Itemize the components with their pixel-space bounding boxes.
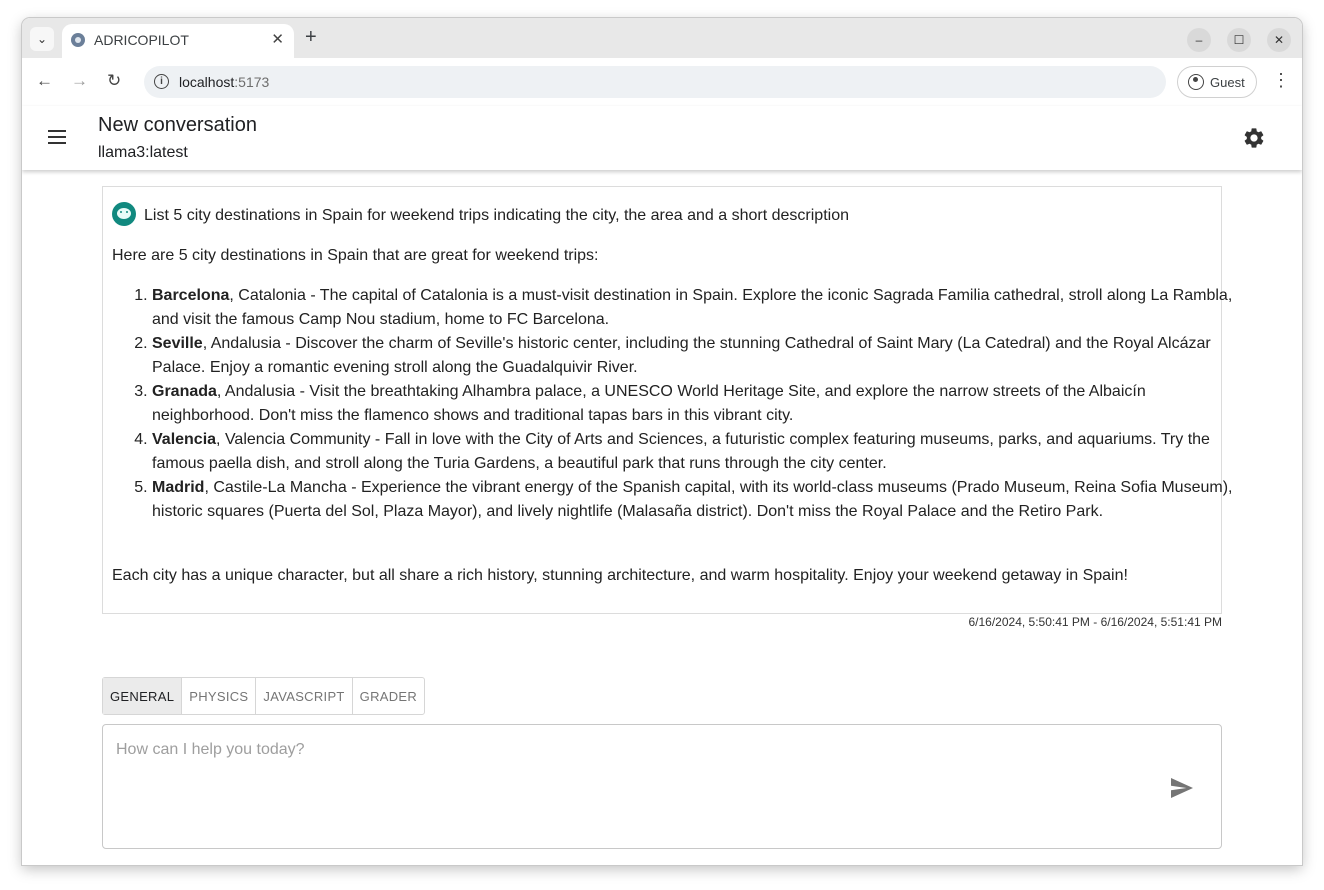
send-icon[interactable] [1169,777,1195,799]
hamburger-menu-icon[interactable] [48,130,66,144]
city-name: Madrid [152,479,205,496]
list-item [152,380,1252,428]
city-description: , Catalonia - The capital of Catalonia is a must-visit destination in Spain. Explore the iconic Sagrada Familia cathedral, stroll along La Rambla, and visit the famous Camp Nou stadium, home to FC Barcelona. [152,287,1233,328]
city-description: , Andalusia - Discover the charm of Seville's historic center, including the stunning Cathedral of Saint Mary (La Catedral) and the Royal Alcázar Palace. Enjoy a romantic evening stroll along the Guadalquivir River. [152,335,1211,376]
arrow-right-icon[interactable]: → [71,71,88,90]
model-name: llama3:latest [98,144,188,161]
list-item [152,332,1252,380]
tab-general[interactable]: GENERAL [103,678,182,714]
tab-javascript[interactable]: JAVASCRIPT [256,678,352,714]
gear-icon[interactable] [1242,126,1266,150]
kebab-menu-icon[interactable]: ⋮ [1272,70,1290,90]
url-text [179,74,269,90]
tab-strip [22,18,1302,58]
profile-button[interactable] [1177,66,1257,98]
url-port: :5173 [234,74,270,90]
maximize-icon[interactable]: ☐ [1227,28,1251,52]
browser-toolbar [22,58,1302,107]
plus-icon[interactable]: + [305,26,317,48]
city-name: Valencia [152,431,217,448]
city-name: Granada [152,383,217,400]
user-prompt: List 5 city destinations in Spain for weekend trips indicating the city, the area and a short description [144,207,849,224]
minimize-icon[interactable]: – [1187,28,1211,52]
info-icon[interactable]: i [154,74,169,89]
answer-intro: Here are 5 city destinations in Spain that are great for weekend trips: [112,247,599,264]
browser-tab[interactable] [62,24,294,58]
guest-account-icon [1188,74,1204,90]
adricopilot-favicon [71,33,85,47]
reload-icon[interactable]: ↻ [107,71,122,90]
list-item [152,284,1252,332]
chat-input[interactable] [116,741,1146,831]
profile-label: Guest [1210,74,1245,90]
chat-input-box [102,724,1222,849]
city-description: , Castile-La Mancha - Experience the vibrant energy of the Spanish capital, with its world-class museums (Prado Museum, Reina Sofia Museum), historic squares (Puerta del Sol, Plaza Mayor), and lively nightlife (Malasaña district). Don't miss the Royal Palace and the Retiro Park. [152,479,1233,520]
tab-physics[interactable]: PHYSICS [182,678,256,714]
tab-title: ADRICOPILOT [94,32,189,48]
tab-grader[interactable]: GRADER [359,688,418,704]
url-host: localhost [179,74,235,90]
address-bar[interactable] [144,66,1166,98]
city-description: , Andalusia - Visit the breathtaking Alhambra palace, a UNESCO World Heritage Site, and explore the narrow streets of the Albaicín neighborhood. Don't miss the flamenco shows and traditional tapas bars in this vibrant city. [152,383,1146,424]
message-timestamp: 6/16/2024, 5:50:41 PM - 6/16/2024, 5:51:41 PM [968,615,1222,629]
list-item [152,476,1252,524]
city-description: , Valencia Community - Fall in love with the City of Arts and Sciences, a futuristic complex featuring museums, parks, and aquariums. Try the famous paella dish, and stroll along the Turia Gardens, a beautiful park that runs through the city center. [152,431,1210,472]
prompt-tabs [102,677,425,715]
message-card [102,186,1233,614]
browser-window [22,18,1302,865]
city-name: Seville [152,335,203,352]
window-close-icon[interactable]: ✕ [1267,28,1291,52]
robot-avatar-icon [112,202,136,226]
city-name: Barcelona [152,287,230,304]
destination-list [112,284,1252,524]
close-icon[interactable]: ✕ [271,31,284,48]
conversation-title: New conversation [98,114,257,136]
arrow-left-icon[interactable]: ← [36,71,53,90]
app-header [22,106,1302,170]
list-item [152,428,1252,476]
chevron-down-icon[interactable]: ⌄ [30,27,54,51]
answer-outro: Each city has a unique character, but all share a rich history, stunning architecture, and warm hospitality. Enjoy your weekend getaway in Spain! [112,567,1128,584]
